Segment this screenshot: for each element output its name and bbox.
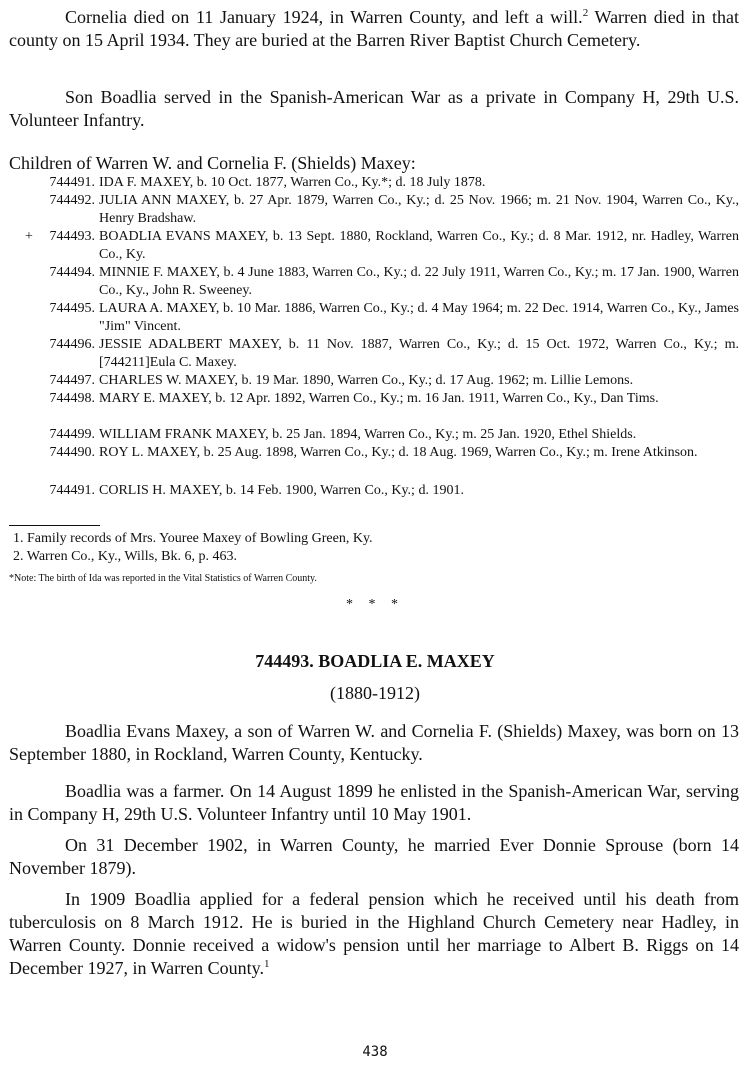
section-paragraph-3: On 31 December 1902, in Warren County, he married Ever Donnie Sprouse (born 14 November 1879).	[9, 835, 739, 878]
section-heading: 744493. BOADLIA E. MAXEY	[255, 651, 495, 671]
child-entry	[9, 372, 739, 390]
child-text: IDA F. MAXEY, b. 10 Oct. 1877, Warren Co., Ky.*; d. 18 July 1878.	[99, 175, 486, 190]
section-paragraph-4	[9, 888, 739, 980]
child-entry	[9, 482, 739, 500]
child-number: 744493.	[49, 229, 95, 244]
intro-paragraph-1-rest: Warren died in that county on 15 April 1934. They are buried at the Barren River Baptist Church Cemetery.	[9, 7, 739, 50]
child-number: 744499.	[49, 427, 95, 442]
child-number: 744491.	[49, 175, 95, 190]
child-number: 744496.	[49, 337, 95, 352]
child-text: JESSIE ADALBERT MAXEY, b. 11 Nov. 1887, Warren Co., Ky.; d. 15 Oct. 1972, Warren Co., Ky.; m. [744211]Eula C. Maxey.	[99, 337, 739, 370]
child-text: ROY L. MAXEY, b. 25 Aug. 1898, Warren Co., Ky.; d. 18 Aug. 1969, Warren Co., Ky.; m. Irene Atkinson.	[99, 445, 698, 460]
child-number: 744497.	[49, 373, 95, 388]
footnote-ref-2: 2	[582, 7, 589, 19]
section-paragraph-2: Boadlia was a farmer. On 14 August 1899 he enlisted in the Spanish-American War, serving in Company H, 29th U.S. Volunteer Infantry until 10 May 1901.	[9, 781, 739, 824]
child-text: MARY E. MAXEY, b. 12 Apr. 1892, Warren Co., Ky.; m. 16 Jan. 1911, Warren Co., Ky., Dan Tims.	[99, 391, 659, 406]
child-entry	[9, 390, 739, 408]
intro-paragraph-1	[9, 6, 739, 52]
intro-paragraph-1-text: Cornelia died on 11 January 1924, in Warren County, and left a will.	[65, 7, 583, 27]
child-number: 744490.	[49, 445, 95, 460]
child-entry	[9, 426, 739, 444]
footnote-note: *Note: The birth of Ida was reported in the Vital Statistics of Warren County.	[9, 573, 317, 584]
child-number: 744492.	[49, 193, 95, 208]
child-text: CORLIS H. MAXEY, b. 14 Feb. 1900, Warren Co., Ky.; d. 1901.	[99, 483, 464, 498]
child-text: MINNIE F. MAXEY, b. 4 June 1883, Warren Co., Ky.; d. 22 July 1911, Warren Co., Ky.; m. 17 Jan. 1900, Warren Co., Ky., John R. Sweeney.	[99, 265, 739, 298]
child-number: 744498.	[49, 391, 95, 406]
section-separator: * * *	[346, 597, 404, 612]
child-text: JULIA ANN MAXEY, b. 27 Apr. 1879, Warren Co., Ky.; d. 25 Nov. 1966; m. 21 Nov. 1904, Warren Co., Ky., Henry Bradshaw.	[99, 193, 739, 226]
footnote-divider	[9, 525, 100, 526]
child-text: LAURA A. MAXEY, b. 10 Mar. 1886, Warren Co., Ky.; d. 4 May 1964; m. 22 Dec. 1914, Warren Co., Ky., James "Jim" Vincent.	[99, 301, 739, 334]
child-entry	[9, 444, 739, 462]
child-entry	[9, 336, 739, 372]
child-entry	[9, 264, 739, 300]
page-number: 438	[362, 1044, 388, 1060]
children-list-title: Children of Warren W. and Cornelia F. (Shields) Maxey:	[9, 153, 416, 173]
footnote-ref-1: 1	[263, 958, 270, 970]
footnote-2: 2. Warren Co., Ky., Wills, Bk. 6, p. 463.	[13, 549, 237, 564]
footnote-1: 1. Family records of Mrs. Youree Maxey of Bowling Green, Ky.	[13, 531, 373, 546]
child-number: 744494.	[49, 265, 95, 280]
child-text: WILLIAM FRANK MAXEY, b. 25 Jan. 1894, Warren Co., Ky.; m. 25 Jan. 1920, Ethel Shields.	[99, 427, 637, 442]
section-dates: (1880-1912)	[330, 683, 420, 703]
child-entry	[9, 174, 739, 192]
child-entry	[9, 192, 739, 228]
child-number: 744495.	[49, 301, 95, 316]
child-text: BOADLIA EVANS MAXEY, b. 13 Sept. 1880, Rockland, Warren Co., Ky.; d. 8 Mar. 1912, nr. Hadley, Warren Co., Ky.	[99, 229, 739, 262]
child-entry	[9, 300, 739, 336]
intro-paragraph-2: Son Boadlia served in the Spanish-American War as a private in Company H, 29th U.S. Volunteer Infantry.	[9, 87, 739, 130]
child-entry	[9, 228, 739, 264]
child-text: CHARLES W. MAXEY, b. 19 Mar. 1890, Warren Co., Ky.; d. 17 Aug. 1962; m. Lillie Lemons.	[99, 373, 634, 388]
continued-line-marker: +	[25, 229, 33, 244]
child-number: 744491.	[49, 483, 95, 498]
section-paragraph-4-text: In 1909 Boadlia applied for a federal pension which he received until his death from tuberculosis on 8 March 1912. He is buried in the Highland Church Cemetery near Hadley, in Warren County. Donnie received a widow's pension until her marriage to Albert B. Riggs on 14 December 1927, in Warren County.	[9, 889, 739, 978]
section-paragraph-1: Boadlia Evans Maxey, a son of Warren W. and Cornelia F. (Shields) Maxey, was born on 13 September 1880, in Rockland, Warren County, Kentucky.	[9, 721, 739, 764]
